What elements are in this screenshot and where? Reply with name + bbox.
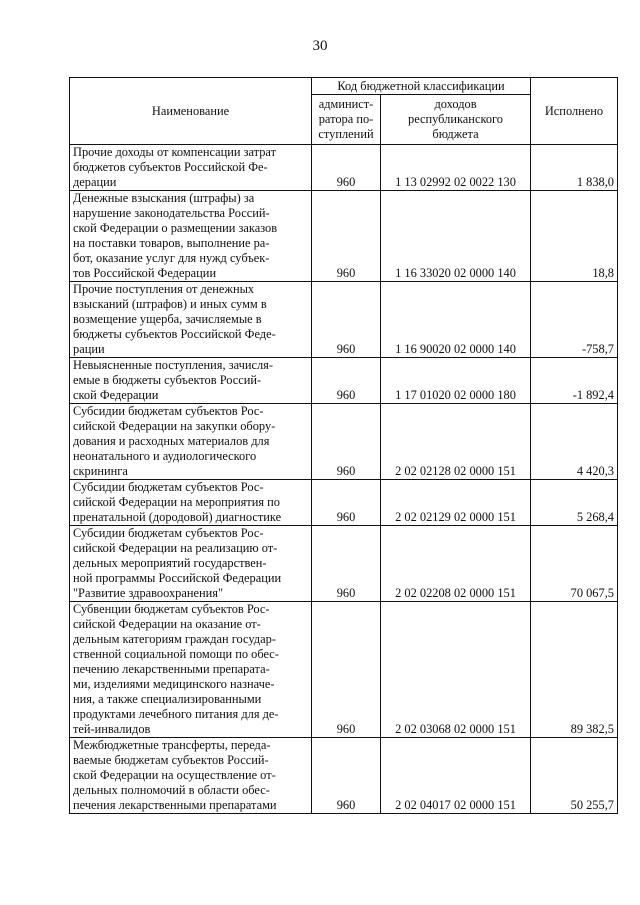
header-admin-line: ступлений (318, 127, 374, 141)
row-admin-code: 960 (312, 738, 381, 814)
row-name-line: пренатальной (дородовой) диагностике (73, 510, 282, 524)
row-executed: 18,8 (531, 191, 618, 282)
row-executed: -1 892,4 (531, 358, 618, 404)
row-name-line: дельным категориям граждан государ- (73, 632, 276, 646)
row-name (70, 738, 312, 814)
budget-table (69, 77, 618, 814)
row-admin-code: 960 (312, 480, 381, 526)
row-name-line: Прочие поступления от денежных (73, 282, 255, 296)
header-admin-line: админист- (318, 97, 374, 111)
row-income-code: 2 02 03068 02 0000 151 (381, 602, 531, 738)
row-name-line: Субсидии бюджетам субъектов Рос- (73, 404, 264, 418)
header-income (381, 95, 531, 145)
row-name-line: бюджетов субъектов Российской Фе- (73, 160, 268, 174)
row-name (70, 282, 312, 358)
header-admin (312, 95, 381, 145)
row-name-line: Субсидии бюджетам субъектов Рос- (73, 526, 264, 540)
row-name (70, 602, 312, 738)
table-row (70, 602, 618, 738)
row-income-code: 1 16 90020 02 0000 140 (381, 282, 531, 358)
row-name-line: возмещение ущерба, зачисляемые в (73, 312, 262, 326)
row-admin-code: 960 (312, 191, 381, 282)
row-admin-code: 960 (312, 282, 381, 358)
row-income-code: 1 16 33020 02 0000 140 (381, 191, 531, 282)
row-name-line: взысканий (штрафов) и иных сумм в (73, 297, 267, 311)
row-name-line: продуктами лечебного питания для де- (73, 707, 279, 721)
table-row (70, 145, 618, 191)
row-name-line: Невыясненные поступления, зачисля- (73, 358, 273, 372)
row-name-line: "Развитие здравоохранения" (73, 586, 224, 600)
row-name-line: сийской Федерации на закупки обору- (73, 419, 276, 433)
row-income-code: 2 02 02128 02 0000 151 (381, 404, 531, 480)
row-name-line: ния, а также специализированными (73, 692, 262, 706)
row-name (70, 191, 312, 282)
table-row (70, 738, 618, 814)
row-admin-code: 960 (312, 526, 381, 602)
row-name-line: дельных полномочий в области обес- (73, 783, 270, 797)
row-name-line: скрининга (73, 464, 128, 478)
row-admin-code: 960 (312, 404, 381, 480)
row-name-line: Субсидии бюджетам субъектов Рос- (73, 480, 264, 494)
row-name-line: дования и расходных материалов для (73, 434, 270, 448)
row-name-line: дерации (73, 175, 117, 189)
row-executed: 70 067,5 (531, 526, 618, 602)
header-admin-line: ратора по- (318, 112, 374, 126)
row-name-line: бюджеты субъектов Российской Феде- (73, 327, 276, 341)
header-code-group: Код бюджетной классификации (312, 78, 531, 95)
row-income-code: 2 02 02208 02 0000 151 (381, 526, 531, 602)
row-executed: -758,7 (531, 282, 618, 358)
row-name (70, 480, 312, 526)
row-name (70, 404, 312, 480)
row-name (70, 358, 312, 404)
row-name-line: ственной социальной помощи по обес- (73, 647, 279, 661)
row-name-line: дельных мероприятий государствен- (73, 556, 267, 570)
row-admin-code: 960 (312, 358, 381, 404)
row-name (70, 145, 312, 191)
row-name-line: ской Федерации о размещении заказов (73, 221, 278, 235)
row-name-line: нарушение законодательства Россий- (73, 206, 270, 220)
row-executed: 5 268,4 (531, 480, 618, 526)
row-name (70, 526, 312, 602)
row-executed: 89 382,5 (531, 602, 618, 738)
row-executed: 50 255,7 (531, 738, 618, 814)
row-income-code: 2 02 02129 02 0000 151 (381, 480, 531, 526)
row-name-line: бот, оказание услуг для нужд субъек- (73, 251, 270, 265)
row-name-line: неонатального и аудиологического (73, 449, 257, 463)
row-name-line: ми, изделиями медицинского назначе- (73, 677, 275, 691)
header-executed: Исполнено (531, 78, 618, 145)
row-name-line: Прочие доходы от компенсации затрат (73, 145, 277, 159)
row-admin-code: 960 (312, 145, 381, 191)
row-name-line: ской Федерации на осуществление от- (73, 768, 276, 782)
row-income-code: 1 13 02992 02 0022 130 (381, 145, 531, 191)
table-body (70, 145, 618, 814)
row-name-line: тов Российской Федерации (73, 266, 217, 280)
row-admin-code: 960 (312, 602, 381, 738)
page-number: 30 (312, 38, 328, 54)
row-income-code: 1 17 01020 02 0000 180 (381, 358, 531, 404)
row-name-line: Межбюджетные трансферты, переда- (73, 738, 271, 752)
row-name-line: ваемые бюджетам субъектов Россий- (73, 753, 269, 767)
row-income-code: 2 02 04017 02 0000 151 (381, 738, 531, 814)
row-name-line: печению лекарственными препарата- (73, 662, 270, 676)
table-row (70, 526, 618, 602)
table-row (70, 404, 618, 480)
row-name-line: печения лекарственными препаратами (73, 798, 277, 812)
row-executed: 1 838,0 (531, 145, 618, 191)
row-name-line: Субвенции бюджетам субъектов Рос- (73, 602, 270, 616)
row-name-line: на поставки товаров, выполнение ра- (73, 236, 270, 250)
row-name-line: ной программы Российской Федерации (73, 571, 282, 585)
table-row (70, 358, 618, 404)
row-name-line: сийской Федерации на мероприятия по (73, 495, 280, 509)
table-row (70, 480, 618, 526)
row-name-line: емые в бюджеты субъектов Россий- (73, 373, 262, 387)
row-name-line: сийской Федерации на реализацию от- (73, 541, 278, 555)
row-name-line: рации (73, 342, 105, 356)
header-income-line: республиканского (408, 112, 503, 126)
row-name-line: Денежные взыскания (штрафы) за (73, 191, 255, 205)
header-income-line: бюджета (432, 127, 479, 141)
row-name-line: сийской Федерации на оказание от- (73, 617, 261, 631)
row-executed: 4 420,3 (531, 404, 618, 480)
header-name: Наименование (70, 78, 312, 145)
table-row (70, 282, 618, 358)
header-income-line: доходов (434, 97, 477, 111)
row-name-line: тей-инвалидов (73, 722, 151, 736)
table-row (70, 191, 618, 282)
row-name-line: ской Федерации (73, 388, 159, 402)
